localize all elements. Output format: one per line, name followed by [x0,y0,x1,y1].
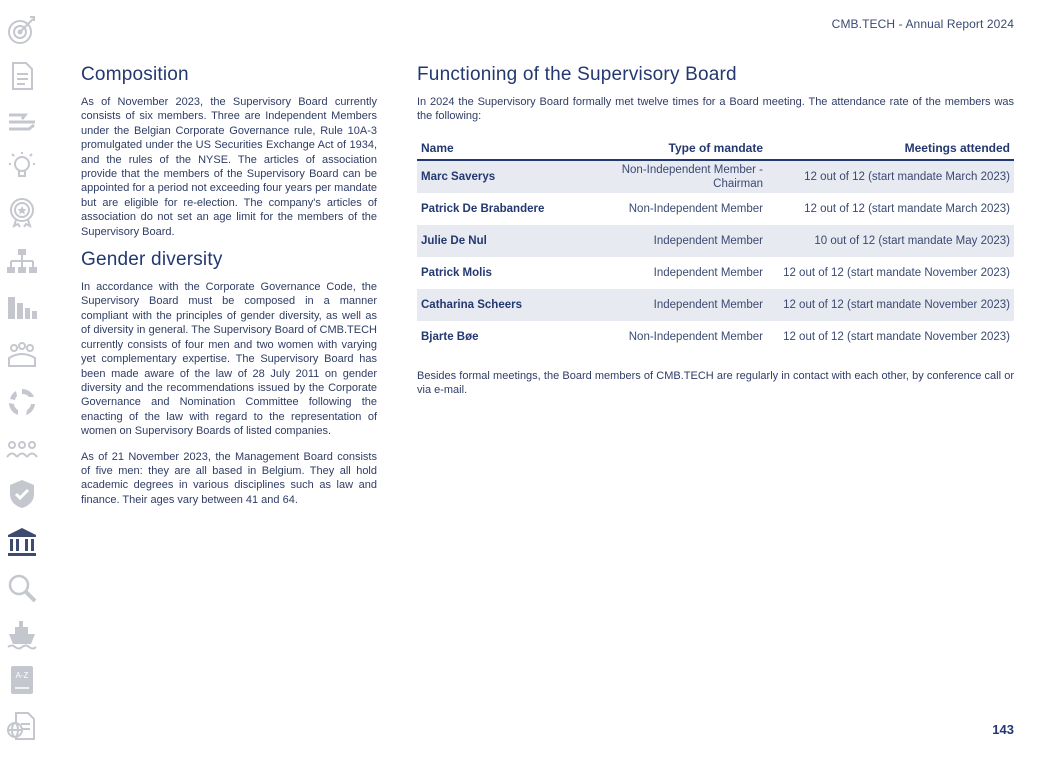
composition-text: As of November 2023, the Supervisory Board currently consists of six members. Three are Independent Members under the Belgian Corporate Governance rule, Rule 10A-3 promulgated under the US Securities Exchange Act of 1934, and the rules of the NYSE. The articles of association provide that the members of the Supervisory Board can be appointed for a period not exceeding four years per mandate but are eligible for re-election. The company's articles of association do not set an age limit for the members of the Supervisory Board. [81,96,377,238]
attendance-table [417,138,1014,353]
team-icon[interactable] [6,434,38,466]
table-row [417,225,1014,257]
org-chart-icon[interactable] [6,246,38,278]
bar-chart-icon[interactable] [6,292,38,324]
right-column [417,63,1014,398]
mandate-type: Non-Independent Member [628,202,763,215]
sidebar-nav [0,0,48,766]
mandate-type: Independent Member [653,266,763,279]
functioning-heading: Functioning of the Supervisory Board [417,64,737,85]
member-name: Patrick Molis [421,266,492,279]
web-document-icon[interactable] [6,710,38,742]
document-icon[interactable] [6,60,38,92]
ship-speed-icon[interactable] [6,106,38,138]
composition-heading: Composition [81,64,189,85]
globe-recycle-icon[interactable] [6,386,38,418]
meetings-attended: 12 out of 12 (start mandate March 2023) [767,160,1014,193]
header-type-of-mandate: Type of mandate [597,138,767,160]
table-row [417,289,1014,321]
meetings-attended: 12 out of 12 (start mandate November 2023) [783,330,1010,343]
member-name: Julie De Nul [417,225,597,257]
gender-diversity-paragraph-1: In accordance with the Corporate Governance Code, the Supervisory Board must be composed in a manner compliant with the principles of gender diversity, as well as of diversity in general. The Supervisory Board of CMB.TECH currently consists of four men and two women with varying yet complementary expertise. The Supervisory Board has been made aware of the law of 28 July 2011 on gender diversity and the recommendations issued by the Corporate Governance and Nomination Committee following the enacting of the law with regard to the representation of women on Supervisory Boards of listed companies. [81,281,377,438]
header-meetings-attended: Meetings attended [767,138,1014,160]
people-group-icon[interactable] [6,340,38,372]
ship-icon[interactable] [6,618,38,650]
lightbulb-icon[interactable] [6,150,38,182]
mandate-type: Independent Member [597,289,767,321]
meetings-attended: 12 out of 12 (start mandate November 2023) [767,289,1014,321]
table-row [417,193,1014,225]
mandate-type [597,160,767,193]
page-number: 143 [992,722,1014,737]
mandate-type-line-1: Non-Independent Member - [621,163,763,176]
table-header-row [417,138,1014,160]
shield-check-icon[interactable] [6,478,38,510]
gender-diversity-paragraph-2: As of 21 November 2023, the Management Board consists of five men: they are all based in Belgium. They all hold academic degrees in various disciplines such as law and finance. Their ages vary between 41 and 64. [81,450,377,506]
meetings-attended: 10 out of 12 (start mandate May 2023) [767,225,1014,257]
mandate-type: Independent Member [597,225,767,257]
header-name: Name [417,138,597,160]
mandate-type-line-2: Chairman [713,177,763,190]
mandate-type: Non-Independent Member [628,330,763,343]
institution-icon[interactable] [6,526,38,558]
report-header-title: CMB.TECH - Annual Report 2024 [831,17,1014,31]
member-name: Catharina Scheers [417,289,597,321]
member-name: Marc Saverys [417,160,597,193]
table-row [417,257,1014,289]
table-row [417,321,1014,353]
glossary-book-icon[interactable] [6,664,38,696]
target-icon[interactable] [6,14,38,46]
left-column [81,63,377,507]
table-row [417,160,1014,193]
member-name: Patrick De Brabandere [421,202,545,215]
functioning-closing: Besides formal meetings, the Board members of CMB.TECH are regularly in contact with each other, by conference call or via e-mail. [417,369,1014,397]
magnifier-icon[interactable] [6,572,38,604]
glossary-label: A-Z [15,671,29,680]
member-name: Bjarte Bøe [421,330,479,343]
award-icon[interactable] [6,196,38,228]
meetings-attended: 12 out of 12 (start mandate March 2023) [804,202,1010,215]
gender-diversity-heading: Gender diversity [81,249,223,271]
functioning-intro: In 2024 the Supervisory Board formally met twelve times for a Board meeting. The attendance rate of the members was the following: [417,96,1014,123]
meetings-attended: 12 out of 12 (start mandate November 2023) [783,266,1010,279]
